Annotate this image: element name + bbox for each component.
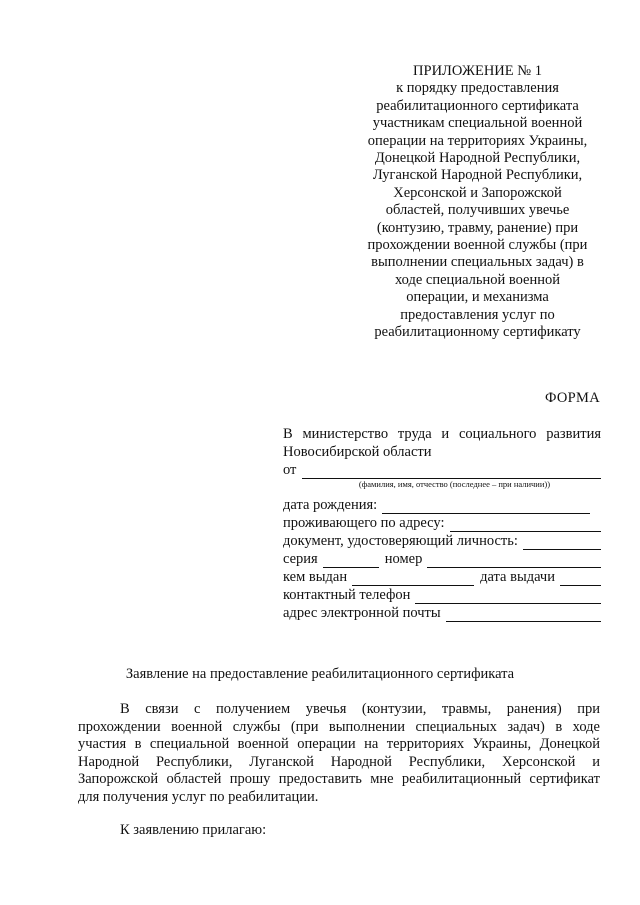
appendix-line: реабилитационному сертификату: [374, 324, 581, 341]
id-document-row: [283, 532, 601, 550]
appendix-line: участникам специальной военной: [372, 115, 583, 132]
paragraph-line: прохождении военной службы (при выполнении специальных задач) в ходе: [78, 718, 600, 735]
issued-row: [283, 568, 601, 586]
appendix-line: Херсонской и Запорожской: [393, 184, 562, 201]
series-label: серия: [283, 551, 318, 567]
birth-date-field[interactable]: [382, 500, 590, 514]
appendix-line: прохождении военной службы (при: [367, 237, 588, 254]
paragraph-line: участия в специальной военной операции на территориях Украины, Донецкой: [78, 736, 600, 753]
addressee-block: [283, 425, 601, 622]
paragraph-line: для получения услуг по реабилитации.: [78, 788, 319, 805]
statement-paragraph: [78, 701, 600, 807]
series-field[interactable]: [323, 554, 379, 568]
appendix-line: предоставления услуг по: [400, 306, 555, 323]
address-label: проживающего по адресу:: [283, 515, 445, 531]
statement-title: Заявление на предоставление реабилитационного сертификата: [125, 666, 515, 682]
id-document-label: документ, удостоверяющий личность:: [283, 533, 518, 549]
paragraph-line: В связи с получением увечья (контузии, травмы, ранения) при: [120, 701, 600, 717]
paragraph-line: Народной Республики, Луганской Народной Республики, Херсонской и: [78, 753, 600, 770]
phone-row: [283, 586, 601, 604]
full-name-field[interactable]: [302, 465, 601, 479]
phone-label: контактный телефон: [283, 587, 411, 603]
form-label: ФОРМА: [544, 390, 600, 406]
appendix-line: областей, получивших увечье: [385, 202, 570, 219]
appendix-line: операции, и механизма: [406, 289, 549, 306]
issue-date-field[interactable]: [560, 572, 601, 586]
from-row: [283, 461, 601, 479]
appendix-title: ПРИЛОЖЕНИЕ № 1: [413, 63, 542, 79]
full-name-hint: (фамилия, имя, отчество (последнее – при наличии)): [358, 479, 551, 489]
addressee-ministry: В министерство труда и социального развития: [283, 426, 601, 442]
appendix-header: [355, 63, 600, 342]
issued-by-label: кем выдан: [283, 569, 348, 585]
appendix-line: (контузию, травму, ранение) при: [376, 219, 579, 236]
appendix-line: Донецкой Народной Республики,: [374, 150, 581, 167]
phone-field[interactable]: [415, 590, 601, 604]
id-document-field[interactable]: [523, 536, 601, 550]
birth-date-row: [283, 496, 601, 514]
addressee-region: Новосибирской области: [283, 444, 432, 460]
issue-date-label: дата выдачи: [480, 569, 555, 585]
from-label: от: [283, 462, 297, 478]
email-label: адрес электронной почты: [283, 605, 441, 621]
email-field[interactable]: [446, 608, 601, 622]
paragraph-line: Запорожской областей прошу предоставить мне реабилитационный сертификат: [78, 771, 600, 788]
appendix-line: Луганской Народной Республики,: [372, 167, 583, 184]
appendix-line: реабилитационного сертификата: [376, 97, 579, 114]
attachments-label: К заявлению прилагаю:: [120, 822, 267, 838]
appendix-line: выполнении специальных задач) в: [371, 254, 584, 271]
number-field[interactable]: [427, 554, 601, 568]
issued-by-field[interactable]: [352, 572, 474, 586]
appendix-line: к порядку предоставления: [396, 80, 559, 97]
appendix-line: ходе специальной военной: [394, 271, 561, 288]
address-field[interactable]: [450, 518, 602, 532]
email-row: [283, 604, 601, 622]
appendix-line: операции на территориях Украины,: [367, 132, 588, 149]
series-number-row: [283, 550, 601, 568]
number-label: номер: [384, 551, 423, 567]
birth-date-label: дата рождения:: [283, 497, 378, 513]
address-row: [283, 514, 601, 532]
